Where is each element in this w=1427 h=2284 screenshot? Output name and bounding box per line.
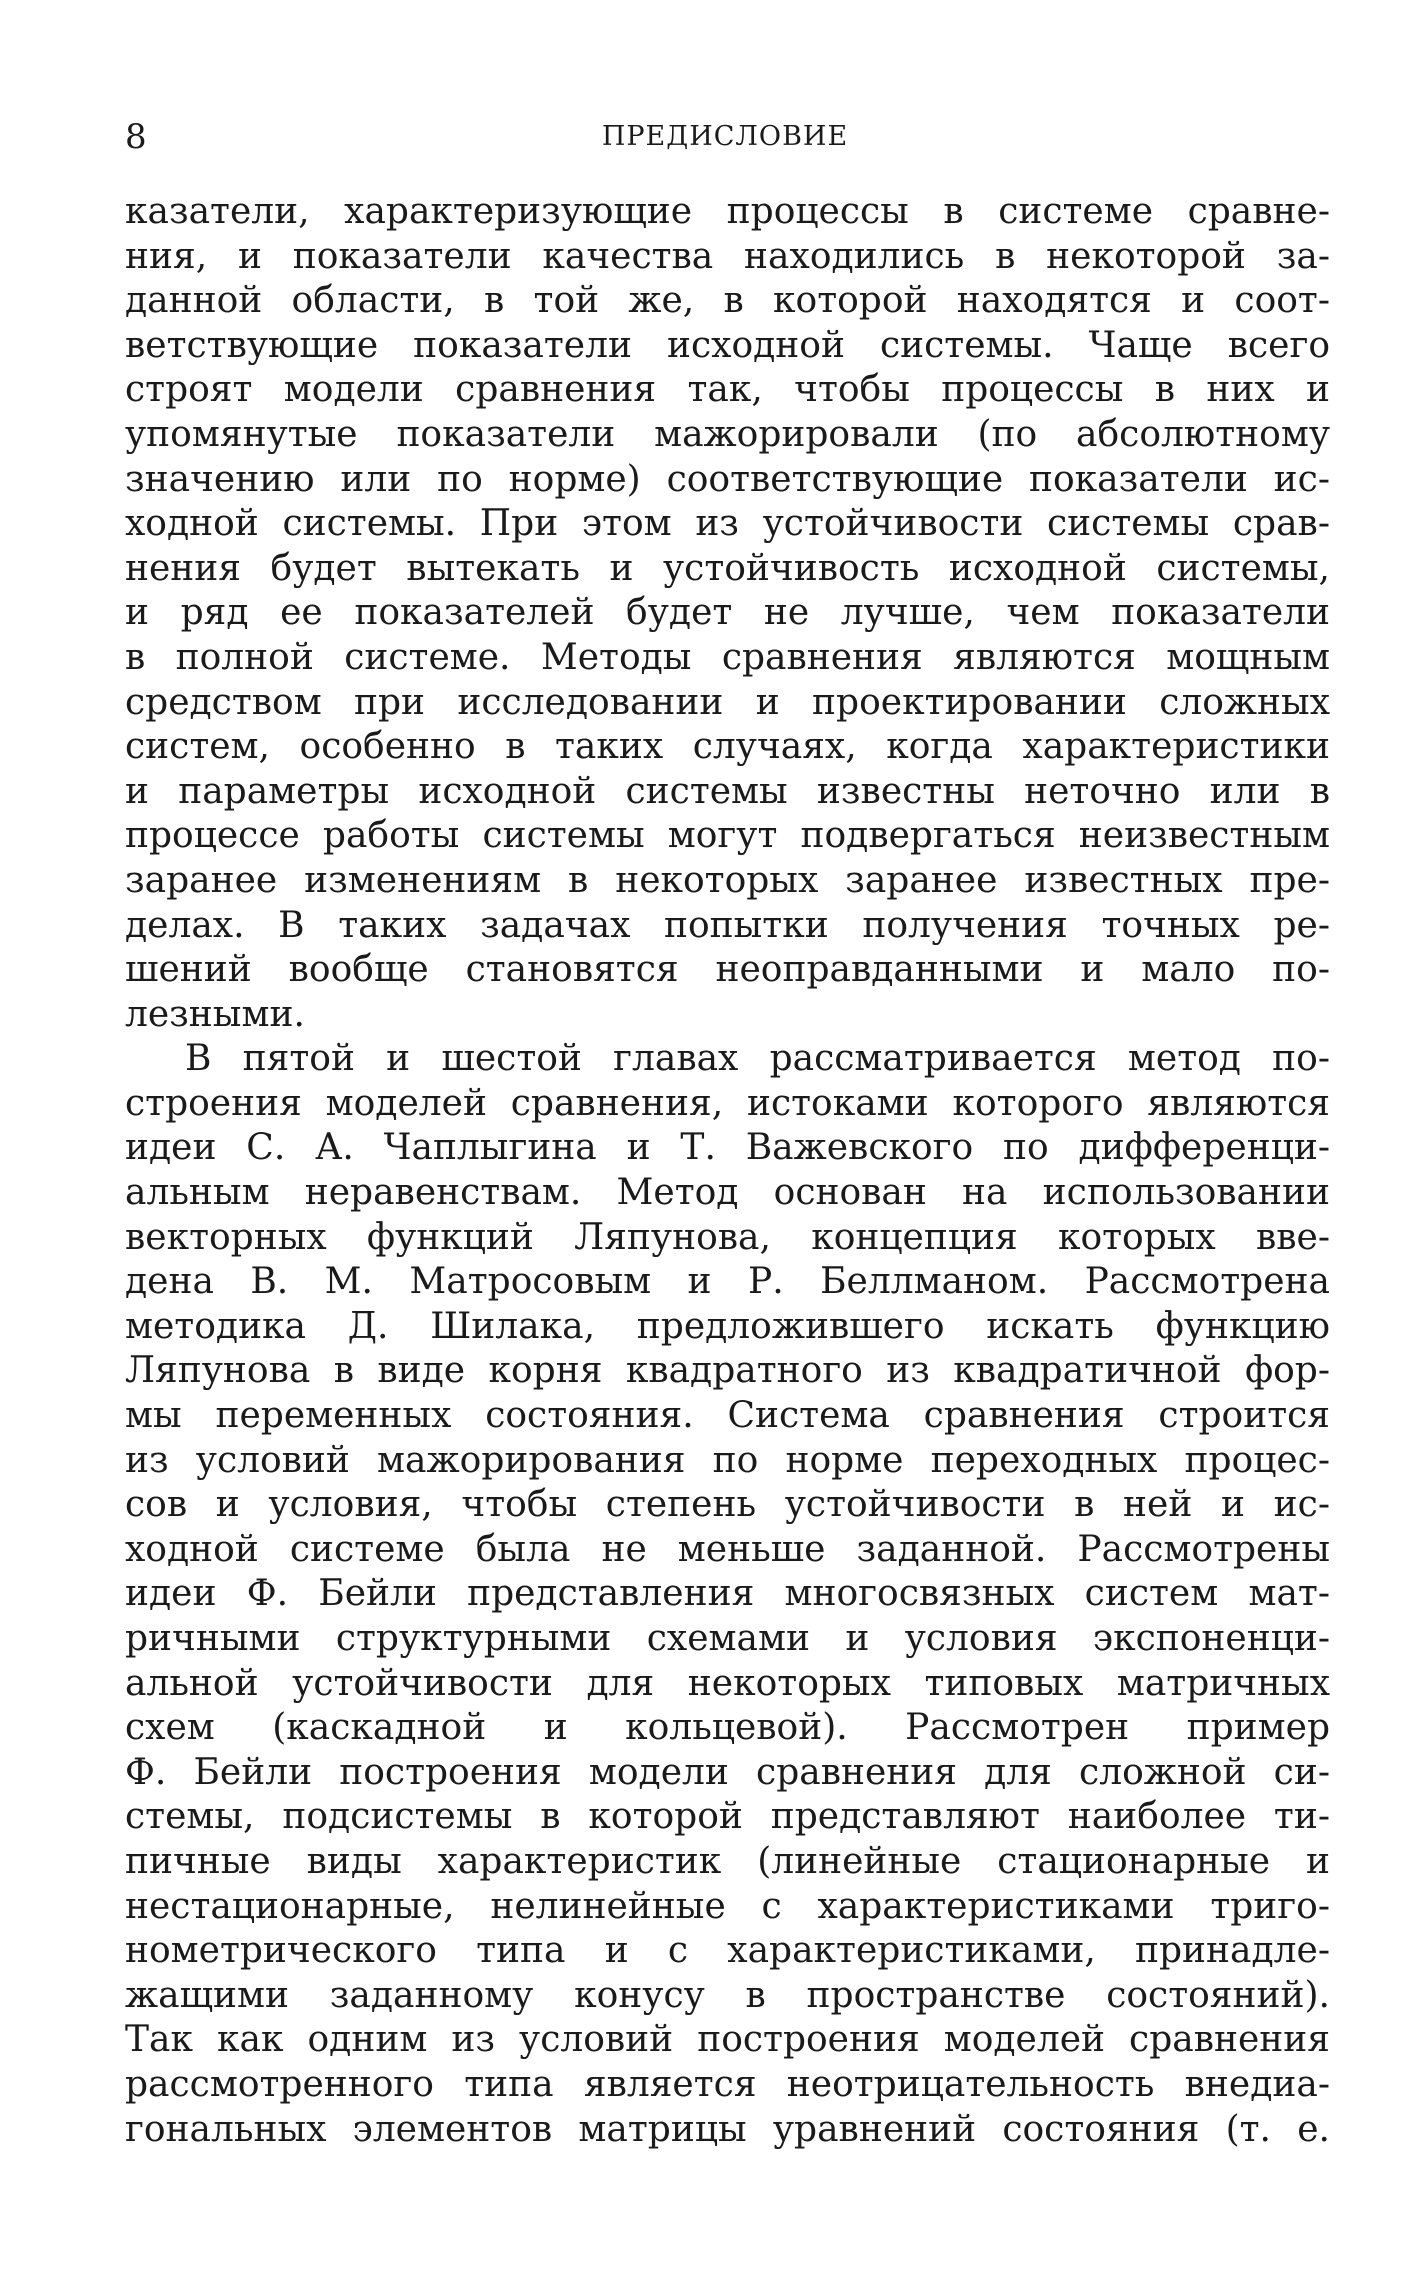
- text-line: систем, особенно в таких случаях, когда характеристики: [125, 726, 1330, 768]
- text-line: значению или по норме) соответствующие показатели ис-: [125, 458, 1330, 500]
- text-line: в полной системе. Методы сравнения являются мощным: [125, 636, 1330, 678]
- text-line: и параметры исходной системы известны неточно или в: [125, 770, 1330, 812]
- text-line: В пятой и шестой главах рассматривается метод по-: [185, 1038, 1330, 1080]
- text-line: Так как одним из условий построения моделей сравнения: [125, 2019, 1330, 2061]
- text-line: казатели, характеризующие процессы в системе сравне-: [125, 191, 1330, 232]
- body-text: [125, 190, 1330, 2152]
- text-line: строят модели сравнения так, чтобы процессы в них и: [125, 369, 1330, 411]
- text-line: средством при исследовании и проектировании сложных: [125, 681, 1330, 723]
- paragraph: [125, 1037, 1330, 2152]
- text-line: заранее изменениям в некоторых заранее известных пре-: [125, 859, 1330, 901]
- text-line: нометрического типа и с характеристиками, принадле-: [125, 1930, 1330, 1972]
- text-line: сов и условия, чтобы степень устойчивости в ней и ис-: [125, 1484, 1330, 1526]
- text-line: жащими заданному конусу в пространстве состояний).: [125, 1974, 1330, 2016]
- text-line: стемы, подсистемы в которой представляют наиболее ти-: [125, 1796, 1330, 1838]
- text-line: нестационарные, нелинейные с характеристиками триго-: [125, 1885, 1330, 1927]
- text-line: ветствующие показатели исходной системы. Чаще всего: [125, 324, 1330, 366]
- paragraph: [125, 190, 1330, 1037]
- text-line: рассмотренного типа является неотрицательность внедиа-: [125, 2063, 1330, 2105]
- text-line: альным неравенствам. Метод основан на использовании: [125, 1172, 1330, 1214]
- text-line: мы переменных состояния. Система сравнения строится: [125, 1395, 1330, 1437]
- text-line: лезными.: [125, 993, 305, 1035]
- page-header: [125, 112, 1325, 162]
- text-line: альной устойчивости для некоторых типовых матричных: [125, 1662, 1330, 1704]
- text-line: ричными структурными схемами и условия экспоненци-: [125, 1618, 1330, 1659]
- text-line: делах. В таких задачах попытки получения точных ре-: [125, 904, 1330, 946]
- text-line: Ляпунова в виде корня квадратного из квадратичной фор-: [125, 1350, 1330, 1392]
- text-line: схем (каскадной и кольцевой). Рассмотрен пример: [125, 1707, 1330, 1749]
- page-number: 8: [125, 117, 147, 157]
- text-line: Ф. Бейли построения модели сравнения для сложной си-: [125, 1751, 1330, 1793]
- text-line: векторных функций Ляпунова, концепция которых вве-: [125, 1216, 1330, 1258]
- text-line: дена В. М. Матросовым и Р. Беллманом. Рассмотрена: [125, 1261, 1330, 1303]
- text-line: методика Д. Шилака, предложившего искать функцию: [125, 1305, 1330, 1347]
- text-line: идеи С. А. Чаплыгина и Т. Важевского по дифференци-: [125, 1127, 1330, 1169]
- text-line: идеи Ф. Бейли представления многосвязных систем мат-: [125, 1573, 1330, 1615]
- text-line: ния, и показатели качества находились в некоторой за-: [125, 235, 1330, 277]
- text-line: пичные виды характеристик (линейные стационарные и: [125, 1840, 1330, 1882]
- text-line: шений вообще становятся неоправданными и мало по-: [125, 949, 1330, 991]
- text-line: ходной системе была не меньше заданной. Рассмотрены: [125, 1528, 1330, 1570]
- text-line: строения моделей сравнения, истоками которого являются: [125, 1082, 1330, 1124]
- running-title: ПРЕДИСЛОВИЕ: [601, 121, 849, 152]
- text-line: и ряд ее показателей будет не лучше, чем показатели: [125, 592, 1330, 634]
- text-line: гональных элементов матрицы уравнений состояния (т. е.: [125, 2108, 1330, 2150]
- text-line: нения будет вытекать и устойчивость исходной системы,: [125, 547, 1330, 589]
- text-line: упомянутые показатели мажорировали (по абсолютному: [125, 413, 1330, 455]
- text-line: ходной системы. При этом из устойчивости системы срав-: [125, 503, 1330, 545]
- text-line: процессе работы системы могут подвергаться неизвестным: [125, 815, 1330, 857]
- text-line: данной области, в той же, в которой находятся и соот-: [125, 280, 1330, 322]
- text-line: из условий мажорирования по норме переходных процес-: [125, 1439, 1330, 1481]
